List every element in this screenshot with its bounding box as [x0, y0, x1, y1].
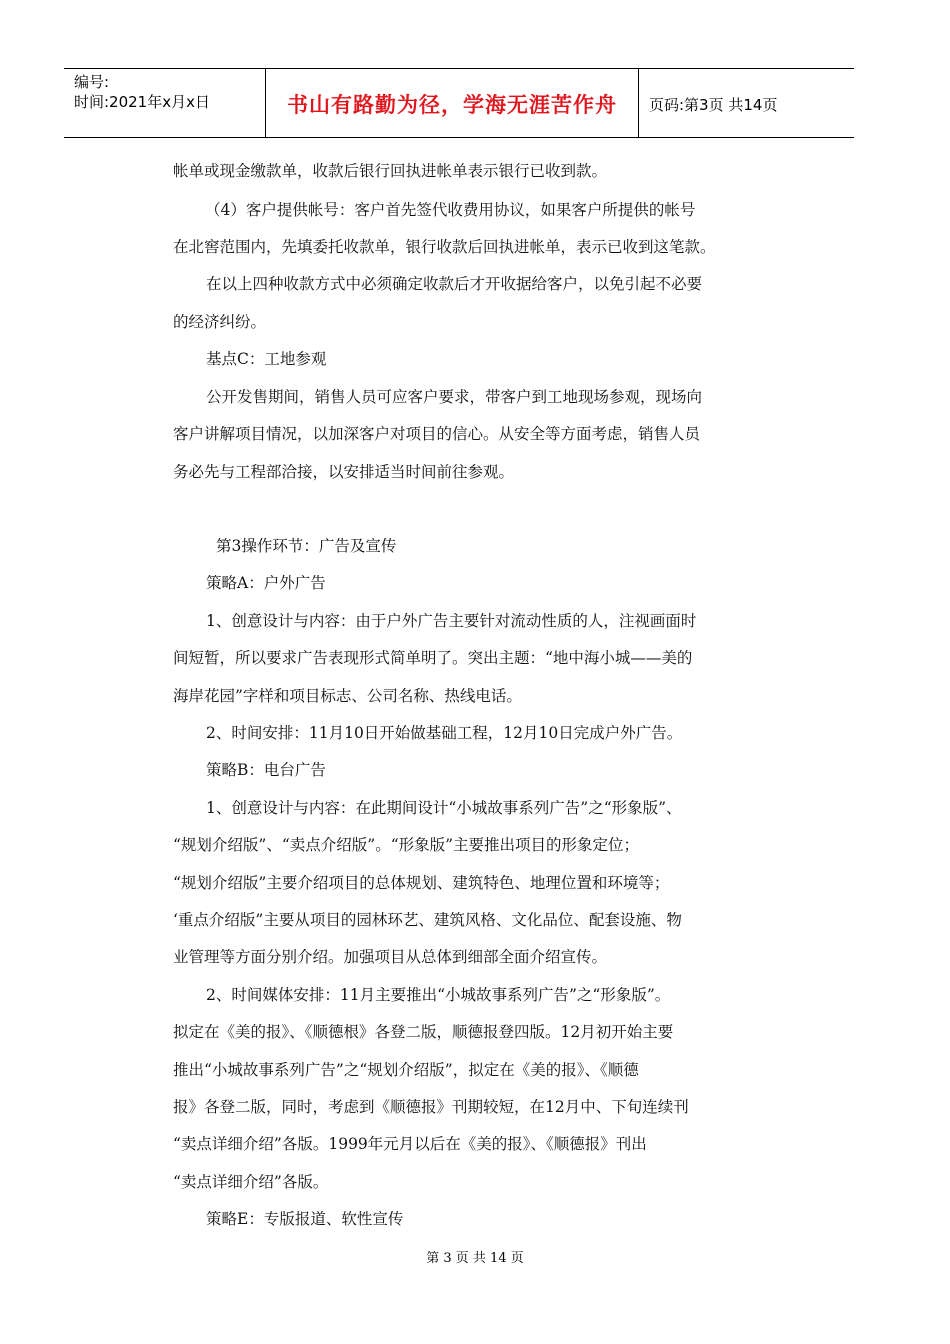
- section-heading: 基点C：工地参观: [206, 350, 327, 368]
- body-line: 客户讲解项目情况，以加深客户对项目的信心。从安全等方面考虑，销售人员: [173, 425, 701, 443]
- header-page-cell: [639, 69, 854, 137]
- body-line: 业管理等方面分别介绍。加强项目从总体到细部全面介绍宣传。: [173, 948, 608, 966]
- body-line: 推出“小城故事系列广告”之“规划介绍版”，拟定在《美的报》、《顺德: [173, 1061, 639, 1079]
- section-heading: 第3操作环节：广告及宣传: [216, 537, 397, 555]
- body-line: “规划介绍版”、“卖点介绍版”。“形象版”主要推出项目的形象定位；: [173, 836, 640, 854]
- body-line: 间短暂，所以要求广告表现形式简单明了。突出主题：“地中海小城——美的: [173, 649, 693, 667]
- header-motto-cell: [266, 69, 639, 137]
- body-line: ‘重点介绍版”主要从项目的园林环艺、建筑风格、文化品位、配套设施、物: [173, 911, 682, 929]
- section-heading: 策略E：专版报道、软性宣传: [206, 1210, 404, 1228]
- document-header: [64, 68, 854, 138]
- section-heading: 策略B：电台广告: [206, 761, 326, 779]
- body-line: 2、时间媒体安排：11月主要推出“小城故事系列广告”之“形象版”。: [206, 986, 671, 1004]
- header-page-label: 页码:第3页 共14页: [649, 96, 778, 114]
- body-line: 公开发售期间，销售人员可应客户要求，带客户到工地现场参观，现场向: [206, 388, 703, 406]
- body-line: 1、创意设计与内容：在此期间设计“小城故事系列广告”之“形象版”、: [206, 799, 682, 817]
- body-line: “规划介绍版”主要介绍项目的总体规划、建筑特色、地理位置和环境等；: [173, 874, 670, 892]
- header-meta-cell: [64, 69, 266, 137]
- document-time-label: 时间:2021年x月x日: [74, 93, 210, 111]
- header-motto: 书山有路勤为径，学海无涯苦作舟: [287, 93, 617, 117]
- page-footer: 第 3 页 共 14 页: [426, 1251, 524, 1266]
- body-line: 在北窖范围内，先填委托收款单，银行收款后回执进帐单，表示已收到这笔款。: [173, 238, 716, 256]
- body-line: 务必先与工程部洽接，以安排适当时间前往参观。: [173, 463, 515, 481]
- body-line: 报》各登二版，同时，考虑到《顺德报》刊期较短，在12月中、下旬连续刊: [173, 1098, 689, 1116]
- section-heading: 策略A：户外广告: [206, 574, 326, 592]
- body-line: （4）客户提供帐号：客户首先签代收费用协议，如果客户所提供的帐号: [205, 201, 696, 219]
- body-line: 2、时间安排：11月10日开始做基础工程，12月10日完成户外广告。: [206, 724, 683, 742]
- body-line: “卖点详细介绍”各版。: [173, 1173, 329, 1191]
- body-line: “卖点详细介绍”各版。1999年元月以后在《美的报》、《顺德报》刊出: [173, 1135, 647, 1153]
- body-line: 的经济纠纷。: [173, 313, 267, 331]
- body-line: 在以上四种收款方式中必须确定收款后才开收据给客户，以免引起不必要: [206, 275, 703, 293]
- body-line: 海岸花园”字样和项目标志、公司名称、热线电话。: [173, 687, 522, 705]
- body-line: 帐单或现金缴款单，收款后银行回执进帐单表示银行已收到款。: [173, 162, 608, 180]
- body-line: 1、创意设计与内容：由于户外广告主要针对流动性质的人，注视画面时: [206, 612, 697, 630]
- body-line: 拟定在《美的报》、《顺德根》各登二版，顺德报登四版。12月初开始主要: [173, 1023, 674, 1041]
- document-number-label: 编号:: [74, 73, 110, 91]
